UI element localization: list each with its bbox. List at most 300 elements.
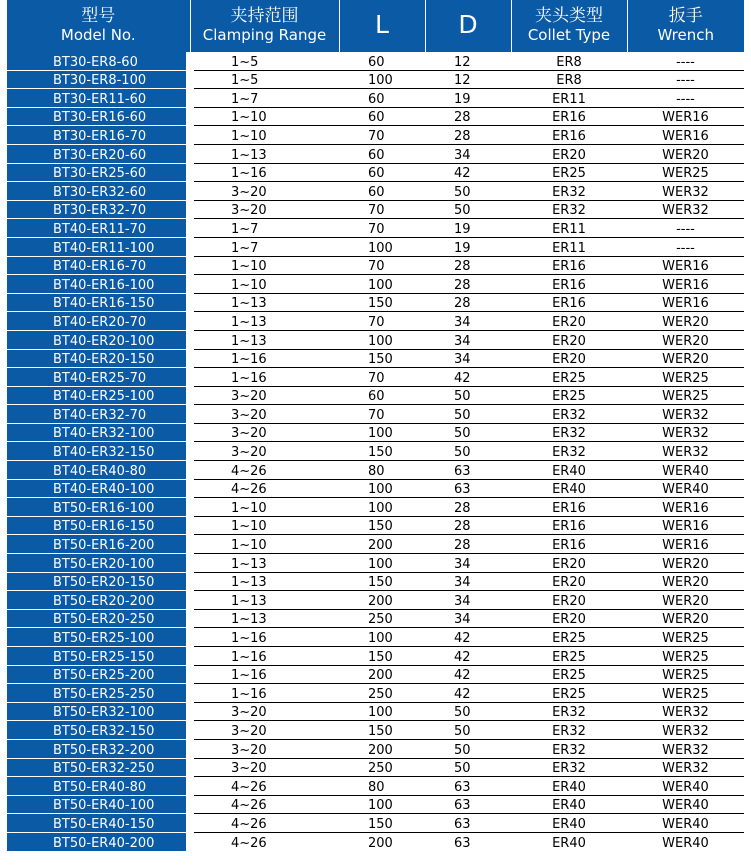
cell-d: 42 (425, 647, 511, 666)
cell-clamping-range: 1~13 (190, 609, 339, 628)
cell-clamping-range: 3~20 (190, 702, 339, 721)
cell-collet-type: ER40 (511, 814, 627, 833)
cell-model: BT50-ER32-250 (7, 758, 190, 777)
cell-collet-type: ER16 (511, 516, 627, 535)
header-collet-type (511, 0, 627, 52)
cell-wrench: WER16 (627, 535, 744, 554)
table-row (7, 591, 744, 610)
cell-wrench: WER32 (627, 758, 744, 777)
header-collet-en: Collet Type (527, 26, 611, 44)
cell-clamping-range: 3~20 (190, 386, 339, 405)
table-row (7, 647, 744, 666)
cell-model: BT50-ER20-200 (7, 591, 190, 610)
cell-clamping-range: 4~26 (190, 832, 339, 850)
cell-clamping-range: 1~16 (190, 368, 339, 387)
cell-d: 42 (425, 628, 511, 647)
cell-collet-type: ER25 (511, 665, 627, 684)
cell-clamping-range: 1~10 (190, 107, 339, 126)
cell-wrench: WER20 (627, 144, 744, 163)
cell-model: BT40-ER20-70 (7, 312, 190, 331)
cell-l: 80 (339, 461, 425, 480)
cell-wrench: WER16 (627, 107, 744, 126)
cell-d: 28 (425, 498, 511, 517)
cell-model: BT40-ER25-100 (7, 386, 190, 405)
cell-model: BT40-ER40-100 (7, 479, 190, 498)
cell-model: BT30-ER32-60 (7, 182, 190, 201)
cell-clamping-range: 1~10 (190, 256, 339, 275)
table-row (7, 275, 744, 294)
cell-l: 150 (339, 293, 425, 312)
cell-wrench: WER32 (627, 442, 744, 461)
cell-collet-type: ER25 (511, 386, 627, 405)
cell-wrench: WER40 (627, 479, 744, 498)
cell-wrench: WER40 (627, 777, 744, 796)
cell-wrench: WER32 (627, 721, 744, 740)
cell-wrench: WER20 (627, 572, 744, 591)
cell-model: BT30-ER11-60 (7, 89, 190, 108)
cell-model: BT50-ER16-100 (7, 498, 190, 517)
cell-model: BT40-ER32-100 (7, 423, 190, 442)
cell-l: 70 (339, 368, 425, 387)
cell-clamping-range: 1~16 (190, 163, 339, 182)
cell-wrench: ---- (627, 52, 744, 70)
cell-model: BT40-ER16-150 (7, 293, 190, 312)
table-row (7, 312, 744, 331)
cell-d: 28 (425, 293, 511, 312)
cell-d: 28 (425, 275, 511, 294)
cell-clamping-range: 3~20 (190, 200, 339, 219)
cell-clamping-range: 3~20 (190, 182, 339, 201)
cell-l: 100 (339, 275, 425, 294)
cell-clamping-range: 1~16 (190, 349, 339, 368)
cell-model: BT40-ER25-70 (7, 368, 190, 387)
header-d (425, 0, 511, 52)
cell-d: 42 (425, 163, 511, 182)
cell-clamping-range: 1~13 (190, 572, 339, 591)
cell-wrench: ---- (627, 89, 744, 108)
cell-collet-type: ER8 (511, 70, 627, 89)
cell-l: 150 (339, 647, 425, 666)
cell-d: 42 (425, 684, 511, 703)
spec-table (7, 0, 744, 851)
header-model-en: Model No. (60, 26, 136, 44)
table-row (7, 479, 744, 498)
cell-collet-type: ER16 (511, 126, 627, 145)
cell-l: 100 (339, 498, 425, 517)
cell-clamping-range: 3~20 (190, 442, 339, 461)
cell-clamping-range: 4~26 (190, 479, 339, 498)
cell-clamping-range: 4~26 (190, 795, 339, 814)
cell-clamping-range: 1~10 (190, 498, 339, 517)
cell-l: 70 (339, 405, 425, 424)
table-row (7, 219, 744, 238)
cell-model: BT50-ER25-100 (7, 628, 190, 647)
cell-model: BT50-ER40-200 (7, 832, 190, 850)
cell-l: 200 (339, 591, 425, 610)
cell-d: 50 (425, 442, 511, 461)
header-model (7, 0, 190, 52)
cell-collet-type: ER40 (511, 461, 627, 480)
cell-collet-type: ER20 (511, 572, 627, 591)
cell-wrench: WER16 (627, 256, 744, 275)
cell-l: 150 (339, 516, 425, 535)
cell-wrench: WER25 (627, 368, 744, 387)
table-row (7, 795, 744, 814)
cell-l: 70 (339, 256, 425, 275)
table-row (7, 256, 744, 275)
cell-collet-type: ER20 (511, 591, 627, 610)
cell-clamping-range: 1~16 (190, 628, 339, 647)
cell-model: BT40-ER32-150 (7, 442, 190, 461)
cell-model: BT40-ER16-70 (7, 256, 190, 275)
cell-clamping-range: 1~5 (190, 70, 339, 89)
cell-l: 100 (339, 554, 425, 573)
cell-collet-type: ER20 (511, 330, 627, 349)
header-row (7, 0, 744, 52)
cell-model: BT50-ER40-100 (7, 795, 190, 814)
cell-collet-type: ER40 (552, 835, 586, 851)
cell-model: BT50-ER20-250 (7, 609, 190, 628)
cell-d: 34 (425, 591, 511, 610)
cell-clamping-range: 1~16 (190, 684, 339, 703)
cell-clamping-range: 1~10 (190, 535, 339, 554)
cell-d: 63 (425, 461, 511, 480)
cell-l: 150 (339, 814, 425, 833)
cell-l: 200 (339, 535, 425, 554)
cell-collet-type: ER32 (511, 702, 627, 721)
table-row (7, 665, 744, 684)
cell-clamping-range: 4~26 (190, 814, 339, 833)
table-row (7, 814, 744, 833)
cell-collet-type: ER16 (511, 293, 627, 312)
table-row (7, 163, 744, 182)
table-row (7, 832, 744, 850)
cell-wrench: WER25 (627, 665, 744, 684)
cell-collet-type: ER25 (511, 647, 627, 666)
table-row (7, 144, 744, 163)
cell-l: 70 (339, 200, 425, 219)
cell-clamping-range: 3~20 (190, 739, 339, 758)
cell-clamping-range: 1~13 (190, 591, 339, 610)
cell-wrench: WER20 (627, 349, 744, 368)
cell-model: BT50-ER25-250 (7, 684, 190, 703)
cell-wrench: WER16 (627, 275, 744, 294)
table-row (7, 461, 744, 480)
cell-d: 63 (425, 795, 511, 814)
cell-wrench: WER32 (627, 423, 744, 442)
cell-l: 100 (339, 70, 425, 89)
cell-collet-type: ER16 (511, 275, 627, 294)
cell-collet-type: ER32 (511, 405, 627, 424)
cell-model: BT30-ER16-70 (7, 126, 190, 145)
table-row (7, 777, 744, 796)
cell-l: 150 (339, 572, 425, 591)
cell-wrench: WER25 (627, 684, 744, 703)
cell-collet-type: ER20 (511, 312, 627, 331)
cell-d: 19 (425, 237, 511, 256)
cell-model: BT30-ER8-100 (7, 70, 190, 89)
cell-wrench: WER40 (627, 461, 744, 480)
table-row (7, 498, 744, 517)
cell-wrench: WER25 (627, 386, 744, 405)
cell-wrench: WER20 (627, 591, 744, 610)
cell-model: BT40-ER20-150 (7, 349, 190, 368)
cell-d: 28 (425, 256, 511, 275)
cell-wrench: WER32 (627, 182, 744, 201)
cell-collet-type: ER25 (511, 684, 627, 703)
cell-d: 63 (425, 479, 511, 498)
cell-wrench: ---- (627, 237, 744, 256)
table-row (7, 423, 744, 442)
cell-clamping-range: 3~20 (190, 758, 339, 777)
cell-collet-type: ER16 (511, 535, 627, 554)
cell-clamping-range: 1~16 (190, 647, 339, 666)
cell-l: 80 (339, 777, 425, 796)
cell-l: 250 (339, 758, 425, 777)
table-row (7, 237, 744, 256)
cell-model: BT30-ER8-60 (7, 52, 190, 70)
cell-wrench: WER32 (627, 200, 744, 219)
cell-wrench: WER16 (627, 516, 744, 535)
table-row (7, 609, 744, 628)
cell-wrench: WER20 (627, 330, 744, 349)
cell-d: 63 (425, 814, 511, 833)
table-row (7, 702, 744, 721)
cell-model: BT40-ER40-80 (7, 461, 190, 480)
cell-model: BT30-ER25-60 (7, 163, 190, 182)
cell-collet-type: ER8 (511, 52, 627, 70)
cell-wrench: WER25 (627, 647, 744, 666)
cell-l: 100 (339, 237, 425, 256)
cell-d: 12 (425, 52, 511, 70)
cell-l: 60 (339, 52, 425, 70)
cell-clamping-range: 1~10 (190, 516, 339, 535)
cell-collet-type: ER32 (511, 200, 627, 219)
cell-clamping-range: 1~13 (190, 330, 339, 349)
table-row (7, 107, 744, 126)
cell-clamping-range: 1~5 (190, 52, 339, 70)
cell-collet-type: ER40 (511, 777, 627, 796)
header-model-cn: 型号 (81, 6, 116, 26)
cell-collet-type: ER11 (511, 219, 627, 238)
cell-collet-type: ER20 (511, 554, 627, 573)
cell-clamping-range: 1~16 (190, 665, 339, 684)
table-row (7, 52, 744, 70)
cell-clamping-range: 4~26 (190, 777, 339, 796)
cell-l: 70 (339, 126, 425, 145)
cell-d: 50 (425, 739, 511, 758)
cell-l: 150 (339, 442, 425, 461)
cell-collet-type: ER25 (511, 368, 627, 387)
cell-collet-type: ER40 (511, 795, 627, 814)
cell-model: BT30-ER16-60 (7, 107, 190, 126)
table-row (7, 535, 744, 554)
cell-wrench: ---- (627, 70, 744, 89)
cell-l: 60 (339, 163, 425, 182)
cell-clamping-range: 1~7 (190, 237, 339, 256)
cell-l: 200 (339, 739, 425, 758)
cell-l: 60 (339, 144, 425, 163)
cell-l: 250 (339, 609, 425, 628)
cell-model: BT30-ER20-60 (7, 144, 190, 163)
cell-d: 50 (425, 386, 511, 405)
cell-clamping-range: 3~20 (190, 405, 339, 424)
cell-l: 100 (339, 628, 425, 647)
cell-wrench: WER16 (627, 126, 744, 145)
cell-clamping-range: 1~7 (190, 89, 339, 108)
cell-wrench: WER32 (627, 405, 744, 424)
cell-d: 34 (425, 554, 511, 573)
cell-d: 19 (425, 219, 511, 238)
cell-collet-type: ER20 (511, 609, 627, 628)
header-range-en: Clamping Range (202, 26, 327, 44)
header-d-label: D (458, 10, 478, 39)
cell-clamping-range: 1~10 (190, 275, 339, 294)
cell-l: 150 (339, 349, 425, 368)
table-row (7, 349, 744, 368)
header-wrench-cn: 扳手 (668, 6, 703, 26)
cell-clamping-range: 1~10 (190, 126, 339, 145)
cell-wrench: WER25 (627, 163, 744, 182)
cell-model: BT50-ER20-100 (7, 554, 190, 573)
cell-model: BT40-ER11-100 (7, 237, 190, 256)
table-row (7, 293, 744, 312)
cell-model: BT50-ER20-150 (7, 572, 190, 591)
cell-l: 70 (339, 219, 425, 238)
cell-collet-type: ER32 (511, 758, 627, 777)
table-row (7, 405, 744, 424)
cell-clamping-range: 1~13 (190, 144, 339, 163)
table-row (7, 89, 744, 108)
cell-model: BT50-ER32-200 (7, 739, 190, 758)
cell-d: 63 (454, 835, 471, 851)
cell-l: 100 (339, 702, 425, 721)
cell-wrench: WER40 (627, 795, 744, 814)
cell-collet-type: ER32 (511, 721, 627, 740)
header-collet-cn: 夹头类型 (535, 6, 603, 26)
cell-l: 150 (339, 721, 425, 740)
cell-d: 28 (425, 107, 511, 126)
cell-collet-type: ER16 (511, 498, 627, 517)
table-row (7, 516, 744, 535)
header-l (339, 0, 425, 52)
table-row (7, 330, 744, 349)
cell-l: 60 (339, 107, 425, 126)
cell-clamping-range: 1~7 (190, 219, 339, 238)
table-row (7, 442, 744, 461)
cell-wrench: WER16 (627, 498, 744, 517)
cell-collet-type: ER20 (511, 349, 627, 368)
header-range-cn: 夹持范围 (230, 6, 299, 26)
cell-d: 63 (425, 777, 511, 796)
cell-wrench: WER40 (627, 814, 744, 833)
table-row (7, 182, 744, 201)
table-row (7, 368, 744, 387)
cell-d: 50 (425, 423, 511, 442)
cell-d: 19 (425, 89, 511, 108)
cell-collet-type: ER25 (511, 628, 627, 647)
cell-wrench: WER20 (627, 554, 744, 573)
cell-clamping-range: 1~13 (190, 312, 339, 331)
cell-wrench: ---- (627, 219, 744, 238)
table-row (7, 386, 744, 405)
header-wrench (627, 0, 744, 52)
cell-collet-type: ER40 (511, 479, 627, 498)
cell-wrench: WER40 (662, 835, 709, 851)
header-l-label: L (375, 10, 389, 39)
cell-l: 250 (339, 684, 425, 703)
cell-d: 50 (425, 200, 511, 219)
cell-collet-type: ER32 (511, 442, 627, 461)
cell-l: 100 (339, 795, 425, 814)
cell-d: 50 (425, 721, 511, 740)
cell-l: 100 (339, 330, 425, 349)
table-row (7, 554, 744, 573)
cell-l: 60 (339, 89, 425, 108)
table-row (7, 684, 744, 703)
cell-l: 200 (339, 665, 425, 684)
cell-l: 70 (339, 312, 425, 331)
table-row (7, 758, 744, 777)
cell-d: 42 (425, 665, 511, 684)
cell-d: 34 (425, 572, 511, 591)
cell-collet-type: ER20 (511, 144, 627, 163)
cell-collet-type: ER16 (511, 107, 627, 126)
cell-wrench: WER32 (627, 702, 744, 721)
cell-l: 60 (339, 182, 425, 201)
cell-collet-type: ER32 (511, 182, 627, 201)
cell-model: BT50-ER16-150 (7, 516, 190, 535)
cell-d: 50 (425, 702, 511, 721)
cell-d: 50 (425, 758, 511, 777)
cell-model: BT50-ER32-150 (7, 721, 190, 740)
cell-model: BT50-ER40-150 (7, 814, 190, 833)
cell-clamping-range: 4~26 (190, 461, 339, 480)
cell-collet-type: ER32 (511, 739, 627, 758)
table-row (7, 628, 744, 647)
cell-l: 100 (339, 479, 425, 498)
cell-model: BT50-ER16-200 (7, 535, 190, 554)
cell-clamping-range: 1~13 (190, 554, 339, 573)
table-row (7, 739, 744, 758)
cell-l: 60 (339, 386, 425, 405)
table-row (7, 572, 744, 591)
cell-d: 50 (425, 405, 511, 424)
table-row (7, 126, 744, 145)
cell-model: BT40-ER11-70 (7, 219, 190, 238)
cell-model: BT40-ER20-100 (7, 330, 190, 349)
cell-wrench: WER20 (627, 312, 744, 331)
table-row (7, 721, 744, 740)
cell-d: 12 (425, 70, 511, 89)
cell-l: 200 (368, 835, 393, 851)
cell-collet-type: ER11 (511, 89, 627, 108)
cell-model: BT50-ER25-200 (7, 665, 190, 684)
cell-d: 34 (425, 144, 511, 163)
cell-d: 28 (425, 535, 511, 554)
table-row (7, 70, 744, 89)
cell-wrench: WER32 (627, 739, 744, 758)
cell-wrench: WER25 (627, 628, 744, 647)
cell-clamping-range: 3~20 (190, 423, 339, 442)
cell-model: BT40-ER16-100 (7, 275, 190, 294)
cell-d: 34 (425, 349, 511, 368)
cell-collet-type: ER32 (511, 423, 627, 442)
cell-model: BT40-ER32-70 (7, 405, 190, 424)
cell-d: 42 (425, 368, 511, 387)
cell-d: 50 (425, 182, 511, 201)
cell-l: 100 (339, 423, 425, 442)
